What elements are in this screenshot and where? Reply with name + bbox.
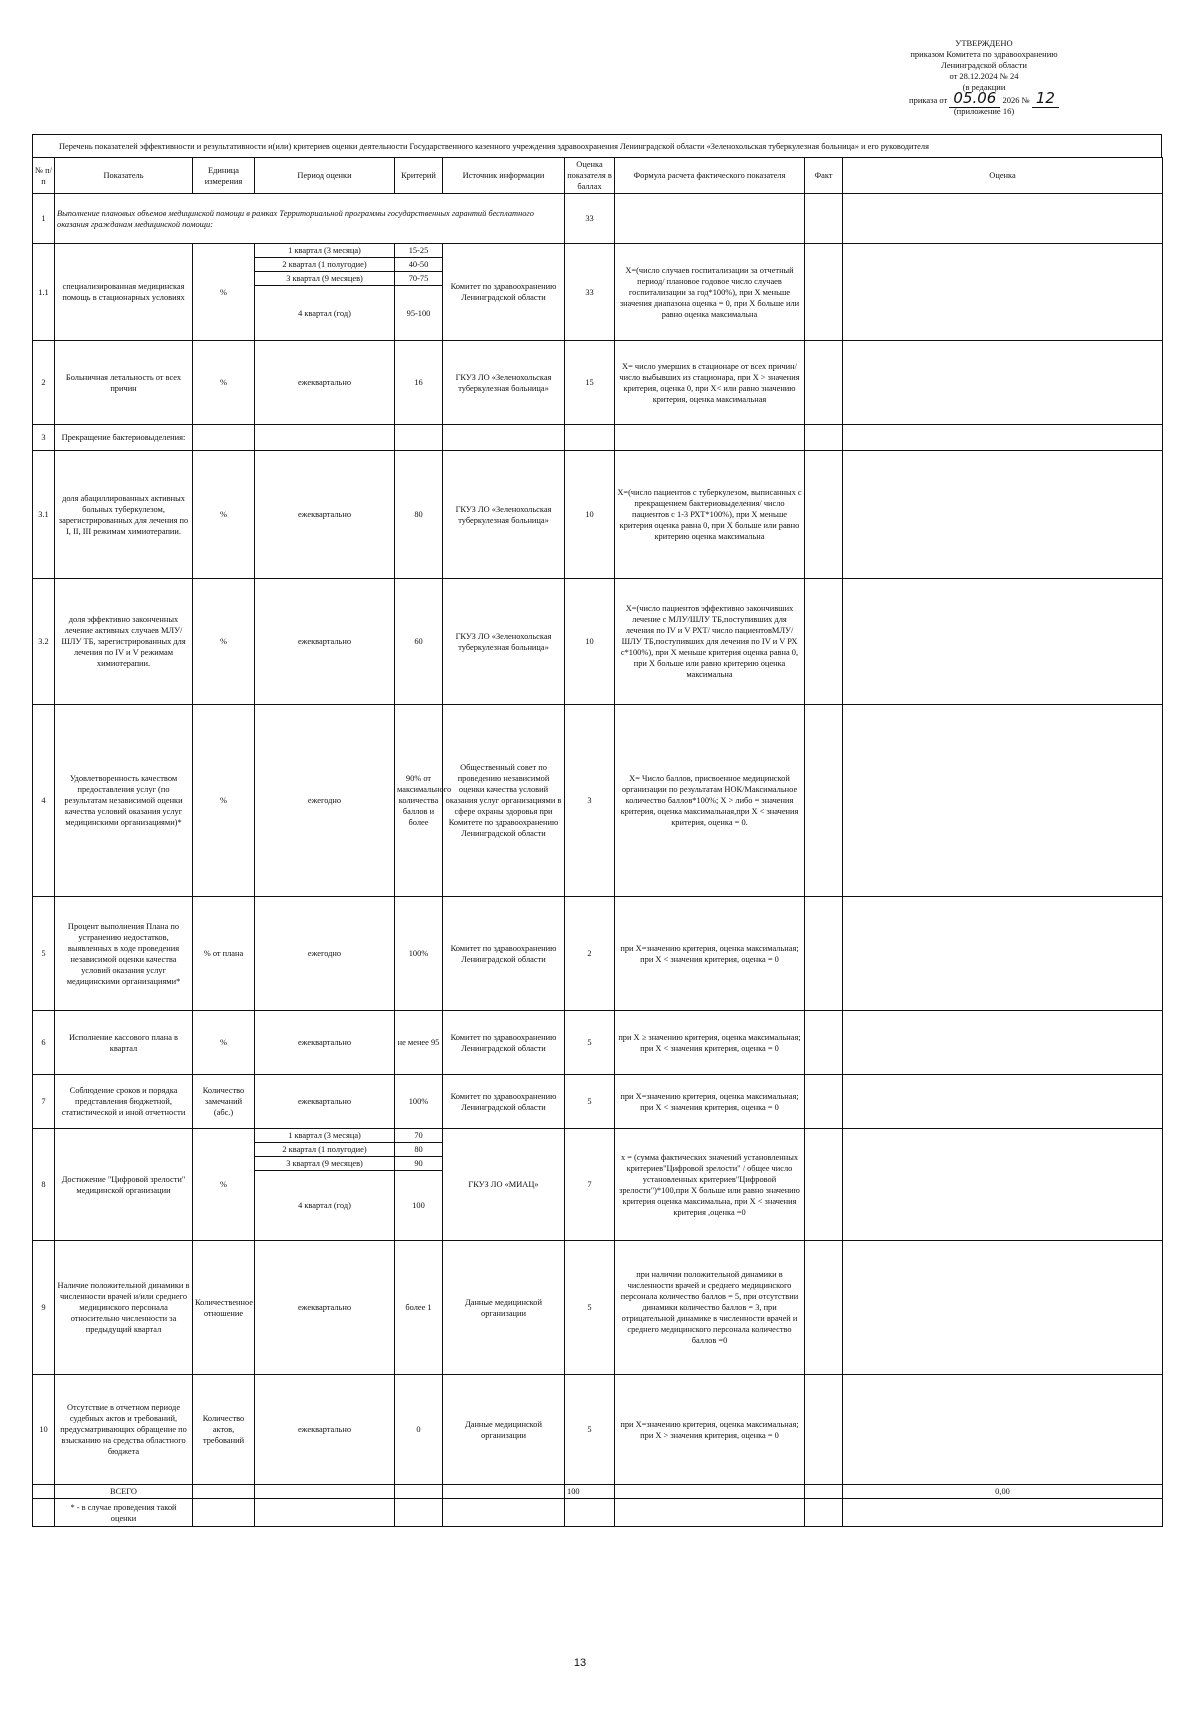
header-cell: № п/п — [33, 158, 55, 194]
unit-cell: % от плана — [193, 897, 255, 1011]
empty-cell — [255, 1485, 395, 1499]
criterion-cell: 95-100 — [395, 286, 443, 341]
indicator-cell: Прекращение бактериовыделения: — [55, 425, 193, 451]
empty-cell — [443, 1499, 565, 1527]
empty-cell — [805, 1499, 843, 1527]
criterion-cell: 16 — [395, 341, 443, 425]
criterion-cell: 100 — [395, 1171, 443, 1241]
criterion-cell: 0 — [395, 1375, 443, 1485]
eval-cell — [843, 579, 1163, 705]
period-cell: ежегодно — [255, 705, 395, 897]
period-cell: 4 квартал (год) — [255, 1171, 395, 1241]
source-cell: Данные медицинской организации — [443, 1241, 565, 1375]
eval-cell — [843, 1129, 1163, 1241]
header-row — [33, 158, 1163, 194]
empty-cell — [33, 1499, 55, 1527]
criterion-cell — [395, 425, 443, 451]
score-cell: 7 — [565, 1129, 615, 1241]
source-cell: Общественный совет по проведению независимой оценки качества условий оказания услуг организациями в сфере охраны здоровья при Комитете по здравоохранению Ленинградской области — [443, 705, 565, 897]
formula-cell: при Х=значению критерия, оценка максимальная; при Х < значения критерия, оценка = 0 — [615, 1075, 805, 1129]
criterion-cell: 90% от максимального количества баллов и более — [395, 705, 443, 897]
unit-cell: Количество актов, требований — [193, 1375, 255, 1485]
unit-cell: % — [193, 451, 255, 579]
formula-cell: Х=(число случаев госпитализации за отчетный период/ плановое годовое число случаев госпитализации за год*100%), при Х меньше значения диапазона оценка = 0, при Х больше или равно оценка максимальна — [615, 244, 805, 341]
formula-cell: при наличии положительной динамики в численности врачей и среднего медицинского персонала количество баллов = 5, при отсутствии динамики количество баллов = 3, при отрицательной динамике в численности врачей и среднего медицинского персонала количество баллов =0 — [615, 1241, 805, 1375]
indicator-cell: Достижение "Цифровой зрелости" медицинской организации — [55, 1129, 193, 1241]
table-row — [33, 1375, 1163, 1485]
row-number: 4 — [33, 705, 55, 897]
fact-cell — [805, 1011, 843, 1075]
criterion-cell: 100% — [395, 1075, 443, 1129]
eval-cell — [843, 1075, 1163, 1129]
indicators-table — [32, 157, 1163, 1527]
empty-cell — [395, 1499, 443, 1527]
header-cell: Оценка — [843, 158, 1163, 194]
table-row — [33, 341, 1163, 425]
header-cell: Формула расчета фактического показателя — [615, 158, 805, 194]
eval-cell — [843, 194, 1163, 244]
source-cell: Комитет по здравоохранению Ленинградской области — [443, 1011, 565, 1075]
empty-cell — [193, 1485, 255, 1499]
source-cell: ГКУЗ ЛО «Зеленохольская туберкулезная больница» — [443, 341, 565, 425]
approval-stamp — [864, 38, 1104, 117]
table-row — [33, 1129, 1163, 1143]
period-cell: 2 квартал (1 полугодие) — [255, 1143, 395, 1157]
criterion-cell: 15-25 — [395, 244, 443, 258]
formula-cell: Х= Число баллов, присвоенное медицинской организации по результатам НОК/Максимальное количество баллов*100%; Х > либо = значения критерия, оценка максимальная,при Х < значения критерия, оценка = 0. — [615, 705, 805, 897]
eval-cell — [843, 1011, 1163, 1075]
indicator-document — [32, 134, 1162, 1527]
footnote-row — [33, 1499, 1163, 1527]
page-number: 13 — [573, 1657, 587, 1669]
score-cell: 5 — [565, 1011, 615, 1075]
empty-cell — [395, 1485, 443, 1499]
empty-cell — [805, 1485, 843, 1499]
total-eval: 0,00 — [843, 1485, 1163, 1499]
fact-cell — [805, 451, 843, 579]
row-number: 6 — [33, 1011, 55, 1075]
period-cell: ежеквартально — [255, 341, 395, 425]
criterion-cell: 90 — [395, 1157, 443, 1171]
fact-cell — [805, 194, 843, 244]
row-number: 3.2 — [33, 579, 55, 705]
unit-cell: % — [193, 341, 255, 425]
empty-cell — [193, 1499, 255, 1527]
indicator-cell: Больничная летальность от всех причин — [55, 341, 193, 425]
table-row — [33, 1011, 1163, 1075]
total-row — [33, 1485, 1163, 1499]
score-cell: 33 — [565, 244, 615, 341]
unit-cell: % — [193, 1129, 255, 1241]
eval-cell — [843, 705, 1163, 897]
period-cell: ежеквартально — [255, 451, 395, 579]
row-number: 8 — [33, 1129, 55, 1241]
score-cell: 10 — [565, 451, 615, 579]
fact-cell — [805, 1075, 843, 1129]
period-cell — [255, 425, 395, 451]
source-cell: Комитет по здравоохранению Ленинградской области — [443, 244, 565, 341]
row-number: 5 — [33, 897, 55, 1011]
row-number: 3.1 — [33, 451, 55, 579]
order-date: 05.06 — [949, 89, 1000, 108]
formula-cell: Х= число умерших в стационаре от всех причин/число выбывших из стационара, при Х > значения критерия, оценка 0, при Х< или равно значению критерия, оценка максимальная — [615, 341, 805, 425]
eval-cell — [843, 341, 1163, 425]
score-cell: 5 — [565, 1375, 615, 1485]
unit-cell — [193, 425, 255, 451]
table-caption: Перечень показателей эффективности и результативности и(или) критериев оценки деятельности Государственного казенного учреждения здравоохранения Ленинградской области «Зеленохольская туберкулезная больница» и его руководителя — [32, 134, 1162, 157]
fact-cell — [805, 1241, 843, 1375]
fact-cell — [805, 579, 843, 705]
period-cell: 2 квартал (1 полугодие) — [255, 258, 395, 272]
fact-cell — [805, 425, 843, 451]
unit-cell: % — [193, 579, 255, 705]
source-cell — [443, 425, 565, 451]
source-cell: Комитет по здравоохранению Ленинградской области — [443, 1075, 565, 1129]
period-cell: 1 квартал (3 месяца) — [255, 244, 395, 258]
header-cell: Период оценки — [255, 158, 395, 194]
unit-cell: % — [193, 1011, 255, 1075]
eval-cell — [843, 897, 1163, 1011]
source-cell: ГКУЗ ЛО «Зеленохольская туберкулезная больница» — [443, 579, 565, 705]
source-cell: ГКУЗ ЛО «МИАЦ» — [443, 1129, 565, 1241]
unit-cell: Количественное отношение — [193, 1241, 255, 1375]
formula-cell: при Х=значению критерия, оценка максимальная; при Х < значения критерия, оценка = 0 — [615, 897, 805, 1011]
empty-cell — [843, 1499, 1163, 1527]
order-year: 2026 № — [1002, 95, 1030, 105]
period-cell: ежеквартально — [255, 579, 395, 705]
table-row — [33, 451, 1163, 579]
criterion-cell: более 1 — [395, 1241, 443, 1375]
period-cell: ежеквартально — [255, 1075, 395, 1129]
criterion-cell: 70 — [395, 1129, 443, 1143]
criterion-cell: 100% — [395, 897, 443, 1011]
footnote: * - в случае проведения такой оценки — [55, 1499, 193, 1527]
header-cell: Единица измерения — [193, 158, 255, 194]
order-line — [864, 89, 1104, 107]
indicator-cell: Исполнение кассового плана в квартал — [55, 1011, 193, 1075]
indicator-cell: доля абациллированных активных больных туберкулезом, зарегистрированных для лечения по I, II, III режимам химиотерапии. — [55, 451, 193, 579]
period-cell: ежеквартально — [255, 1011, 395, 1075]
row-number: 2 — [33, 341, 55, 425]
criterion-cell: не менее 95 — [395, 1011, 443, 1075]
period-cell: 1 квартал (3 месяца) — [255, 1129, 395, 1143]
criterion-cell: 60 — [395, 579, 443, 705]
formula-cell: при Х=значению критерия, оценка максимальная; при Х > значения критерия, оценка = 0 — [615, 1375, 805, 1485]
header-cell: Оценка показателя в баллах — [565, 158, 615, 194]
indicator-cell: Отсутствие в отчетном периоде судебных актов и требований, предусматривающих обращение по взысканию на средства областного бюджета — [55, 1375, 193, 1485]
score-cell: 3 — [565, 705, 615, 897]
table-row — [33, 425, 1163, 451]
empty-cell — [565, 1499, 615, 1527]
table-row — [33, 705, 1163, 897]
order-number: 12 — [1032, 89, 1059, 108]
period-cell: 3 квартал (9 месяцев) — [255, 272, 395, 286]
annex-label: (приложение 16) — [953, 106, 1015, 116]
formula-cell: при Х ≥ значению критерия, оценка максимальная; при Х < значения критерия, оценка = 0 — [615, 1011, 805, 1075]
criterion-cell: 70-75 — [395, 272, 443, 286]
score-cell — [565, 425, 615, 451]
table-row — [33, 897, 1163, 1011]
unit-cell: % — [193, 244, 255, 341]
fact-cell — [805, 705, 843, 897]
score-cell: 33 — [565, 194, 615, 244]
empty-cell — [255, 1499, 395, 1527]
formula-cell: Х=(число пациентов эффективно закончивших лечение с МЛУ/ШЛУ ТБ,поступивших для лечения по IV и V РХТ/ число пациентовМЛУ/ШЛУ ТБ,поступивших для лечения по IV и V РХ с*100%), при Х меньше критерия оценка равна 0, при Х больше или равно критерию оценка максимальна — [615, 579, 805, 705]
indicator-cell: Наличие положительной динамики в численности врачей и/или среднего медицинского персонала относительно численности за предыдущий квартал — [55, 1241, 193, 1375]
indicator-cell: Соблюдение сроков и порядка представления бюджетной, статистической и иной отчетности — [55, 1075, 193, 1129]
eval-cell — [843, 244, 1163, 341]
indicator-cell: Удовлетворенность качеством предоставления услуг (по результатам независимой оценки качества условий оказания услуг медицинскими организациями)* — [55, 705, 193, 897]
period-cell: ежеквартально — [255, 1241, 395, 1375]
row-number: 1 — [33, 194, 55, 244]
header-cell: Показатель — [55, 158, 193, 194]
order-prefix: приказа от — [909, 95, 948, 105]
source-cell: Данные медицинской организации — [443, 1375, 565, 1485]
period-cell: 3 квартал (9 месяцев) — [255, 1157, 395, 1171]
score-cell: 15 — [565, 341, 615, 425]
approval-line: Ленинградской области — [941, 60, 1027, 70]
table-row — [33, 1241, 1163, 1375]
eval-cell — [843, 1241, 1163, 1375]
header-cell: Критерий — [395, 158, 443, 194]
unit-cell: % — [193, 705, 255, 897]
approval-line: от 28.12.2024 № 24 — [949, 71, 1019, 81]
empty-cell — [615, 1499, 805, 1527]
total-score: 100 — [565, 1485, 615, 1499]
table-row — [33, 194, 1163, 244]
header-cell: Источник информации — [443, 158, 565, 194]
score-cell: 5 — [565, 1241, 615, 1375]
formula-cell — [615, 194, 805, 244]
row-number: 9 — [33, 1241, 55, 1375]
source-cell: ГКУЗ ЛО «Зеленохольская туберкулезная больница» — [443, 451, 565, 579]
score-cell: 2 — [565, 897, 615, 1011]
criterion-cell: 40-50 — [395, 258, 443, 272]
approval-line: (в редакции — [962, 82, 1006, 92]
row-number: 3 — [33, 425, 55, 451]
period-cell: ежегодно — [255, 897, 395, 1011]
table-row — [33, 579, 1163, 705]
header-cell: Факт — [805, 158, 843, 194]
approval-line: приказом Комитета по здравоохранению — [910, 49, 1058, 59]
score-cell: 5 — [565, 1075, 615, 1129]
formula-cell — [615, 425, 805, 451]
empty-cell — [443, 1485, 565, 1499]
row-number: 7 — [33, 1075, 55, 1129]
empty-cell — [615, 1485, 805, 1499]
fact-cell — [805, 341, 843, 425]
fact-cell — [805, 1375, 843, 1485]
fact-cell — [805, 1129, 843, 1241]
eval-cell — [843, 425, 1163, 451]
eval-cell — [843, 451, 1163, 579]
fact-cell — [805, 244, 843, 341]
indicator-cell: Процент выполнения Плана по устранению недостатков, выявленных в ходе проведения независимой оценки качества условий оказания услуг медицинскими организациями* — [55, 897, 193, 1011]
eval-cell — [843, 1375, 1163, 1485]
source-cell: Комитет по здравоохранению Ленинградской области — [443, 897, 565, 1011]
indicator-cell: специализированная медицинская помощь в стационарных условиях — [55, 244, 193, 341]
period-cell: 4 квартал (год) — [255, 286, 395, 341]
formula-cell: Х=(число пациентов с туберкулезом, выписанных с прекращением бактериовыделения/ число пациентов с 1-3 РХТ*100%), при Х меньше критерия оценка равна 0, при Х больше или равно критерию оценка максимальна — [615, 451, 805, 579]
indicator-cell: Выполнение плановых объемов медицинской помощи в рамках Территориальной программы государственных гарантий бесплатного оказания гражданам медицинской помощи: — [55, 194, 565, 244]
period-cell: ежеквартально — [255, 1375, 395, 1485]
score-cell: 10 — [565, 579, 615, 705]
row-number: 10 — [33, 1375, 55, 1485]
table-row — [33, 244, 1163, 258]
empty-cell — [33, 1485, 55, 1499]
total-label: ВСЕГО — [55, 1485, 193, 1499]
approval-line: УТВЕРЖДЕНО — [955, 38, 1013, 48]
indicator-cell: доля эффективно законченных лечение активных случаев МЛУ/ШЛУ ТБ, зарегистрированных для лечения по IV и V режимам химиотерапии. — [55, 579, 193, 705]
criterion-cell: 80 — [395, 1143, 443, 1157]
criterion-cell: 80 — [395, 451, 443, 579]
row-number: 1.1 — [33, 244, 55, 341]
table-row — [33, 1075, 1163, 1129]
formula-cell: х = (сумма фактических значений установленных критериев"Цифровой зрелости" / общее число установленных критериев"Цифровой зрелости")*100,при Х больше или равно значению критерия оценка максимальна, при Х < значения критерия ,оценка =0 — [615, 1129, 805, 1241]
unit-cell: Количество замечаний (абс.) — [193, 1075, 255, 1129]
fact-cell — [805, 897, 843, 1011]
